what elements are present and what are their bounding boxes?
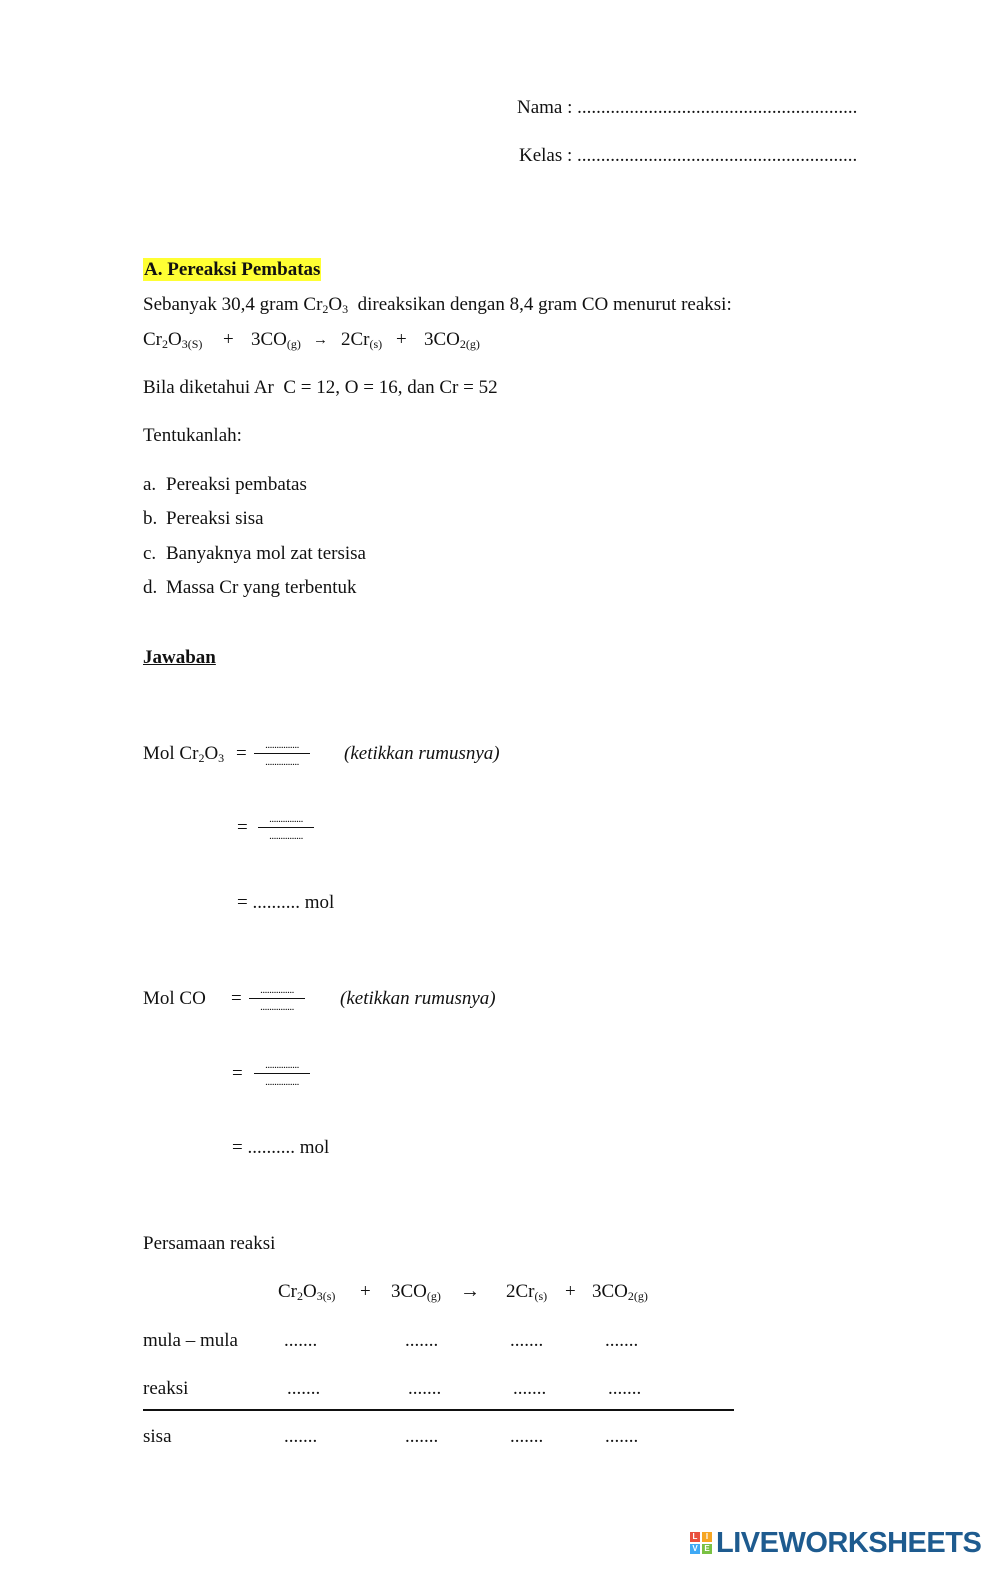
table-reactant-1 <box>278 1282 335 1301</box>
product-1 <box>341 330 382 349</box>
list-text: Pereaksi pembatas <box>166 474 307 495</box>
product-1-state: (s) <box>369 337 383 351</box>
problem-intro <box>143 295 732 314</box>
mol-cr2o3-label <box>143 744 224 763</box>
tentukan-label: Tentukanlah: <box>143 425 242 446</box>
reactant-1: Cr <box>143 329 162 350</box>
kelas-field[interactable]: Kelas : ........................................................... <box>519 145 858 166</box>
mol-cr-sub2: 3 <box>218 751 225 765</box>
product-1-text: 2Cr <box>341 329 370 350</box>
fraction-input[interactable] <box>254 740 310 768</box>
fraction-bar <box>249 998 305 999</box>
equals-sign: = <box>232 1063 243 1084</box>
reaction-arrow: → <box>313 332 328 348</box>
table-p2-text: 3CO <box>592 1281 628 1302</box>
plus-sign: + <box>565 1281 576 1302</box>
logo-mark-icon <box>690 1532 712 1554</box>
reaction-equation <box>143 330 202 349</box>
table-r1-sub: 2 <box>297 1289 303 1303</box>
persamaan-heading: Persamaan reaksi <box>143 1233 276 1254</box>
logo-text: LIVEWORKSHEETS <box>716 1526 982 1559</box>
reactant-1-o: O <box>168 329 182 350</box>
mol-co-result[interactable]: = .......... mol <box>232 1137 330 1158</box>
jawaban-heading: Jawaban <box>143 647 216 668</box>
intro-text-2: O <box>328 294 343 315</box>
table-reactant-2 <box>391 1282 441 1301</box>
table-cell-blank[interactable]: ....... <box>405 1330 439 1351</box>
section-title <box>143 260 321 279</box>
logo-letter: E <box>702 1544 712 1554</box>
table-cell-blank[interactable]: ....... <box>408 1378 442 1399</box>
list-letter: b. <box>143 508 158 529</box>
reactant-2-text: 3CO <box>251 329 287 350</box>
list-item <box>143 508 264 529</box>
numerator-blank[interactable]: ............... <box>269 813 303 825</box>
table-p1-text: 2Cr <box>506 1281 535 1302</box>
table-cell-blank[interactable]: ....... <box>405 1426 439 1447</box>
row-label-reaksi: reaksi <box>143 1378 189 1399</box>
mol-co-label: Mol CO <box>143 988 206 1009</box>
intro-sub-1: 2 <box>322 302 329 316</box>
denominator-blank[interactable]: ............... <box>269 830 303 842</box>
row-label-sisa: sisa <box>143 1426 172 1447</box>
table-p1-state: (s) <box>534 1289 548 1303</box>
table-cell-blank[interactable]: ....... <box>605 1330 639 1351</box>
row-label-mula: mula – mula <box>143 1330 238 1351</box>
table-divider <box>143 1409 734 1411</box>
mol-cr-text: Mol Cr <box>143 743 199 764</box>
product-2-state: 2(g) <box>459 337 480 351</box>
list-item <box>143 543 366 564</box>
mol-cr2o3-result[interactable]: = .......... mol <box>237 892 335 913</box>
numerator-blank[interactable]: ............... <box>260 984 294 996</box>
equals-sign: = <box>231 988 242 1009</box>
table-r1-text: Cr <box>278 1281 297 1302</box>
list-letter: c. <box>143 543 157 564</box>
reactant-1-sub: 2 <box>162 337 168 351</box>
table-cell-blank[interactable]: ....... <box>510 1330 544 1351</box>
table-cell-blank[interactable]: ....... <box>284 1426 318 1447</box>
reactant-1-state: 3(S) <box>181 337 203 351</box>
fraction-bar <box>254 753 310 754</box>
table-cell-blank[interactable]: ....... <box>513 1378 547 1399</box>
intro-sub-2: 3 <box>342 302 349 316</box>
list-text: Banyaknya mol zat tersisa <box>166 543 366 564</box>
plus-sign: + <box>396 329 407 350</box>
table-r2-text: 3CO <box>391 1281 427 1302</box>
liveworksheets-logo <box>690 1528 981 1558</box>
product-2-text: 3CO <box>424 329 460 350</box>
list-text: Pereaksi sisa <box>166 508 264 529</box>
section-title-text: A. Pereaksi Pembatas <box>144 259 321 280</box>
reactant-2-state: (g) <box>286 337 301 351</box>
mol-cr-o: O <box>204 743 219 764</box>
list-item <box>143 577 357 598</box>
table-p2-state: 2(g) <box>627 1289 648 1303</box>
table-product-1 <box>506 1282 547 1301</box>
table-cell-blank[interactable]: ....... <box>608 1378 642 1399</box>
fraction-bar <box>254 1073 310 1074</box>
ar-values: Bila diketahui Ar C = 12, O = 16, dan Cr = 52 <box>143 377 498 398</box>
table-r1-o: O <box>303 1281 317 1302</box>
denominator-blank[interactable]: ............... <box>265 1076 299 1088</box>
logo-letter: V <box>690 1544 700 1554</box>
product-2 <box>424 330 480 349</box>
table-cell-blank[interactable]: ....... <box>287 1378 321 1399</box>
reaction-arrow: → <box>460 1280 480 1302</box>
table-r1-state: 3(s) <box>316 1289 336 1303</box>
numerator-blank[interactable]: ............... <box>265 739 299 751</box>
list-letter: a. <box>143 474 157 495</box>
fraction-input[interactable] <box>258 814 314 842</box>
plus-sign: + <box>360 1281 371 1302</box>
logo-letter: I <box>702 1532 712 1542</box>
equals-sign: = <box>236 743 247 764</box>
logo-letter: L <box>690 1532 700 1542</box>
denominator-blank[interactable]: ............... <box>265 756 299 768</box>
reactant-2 <box>251 330 301 349</box>
list-letter: d. <box>143 577 158 598</box>
plus-sign: + <box>223 329 234 350</box>
list-text: Massa Cr yang terbentuk <box>166 577 357 598</box>
denominator-blank[interactable]: ............... <box>260 1001 294 1013</box>
intro-text-1: Sebanyak 30,4 gram Cr <box>143 294 323 315</box>
mol-cr-sub1: 2 <box>198 751 205 765</box>
list-item <box>143 474 307 495</box>
table-cell-blank[interactable]: ....... <box>510 1426 544 1447</box>
fraction-input[interactable] <box>254 1060 310 1088</box>
table-r2-state: (g) <box>426 1289 441 1303</box>
table-cell-blank[interactable]: ....... <box>605 1426 639 1447</box>
nama-field[interactable]: Nama : ........................................................... <box>517 97 858 118</box>
table-product-2 <box>592 1282 648 1301</box>
formula-hint: (ketikkan rumusnya) <box>344 743 500 764</box>
table-cell-blank[interactable]: ....... <box>284 1330 318 1351</box>
fraction-input[interactable] <box>249 985 305 1013</box>
intro-text-3: direaksikan dengan 8,4 gram CO menurut reaksi: <box>348 294 732 315</box>
numerator-blank[interactable]: ............... <box>265 1059 299 1071</box>
formula-hint: (ketikkan rumusnya) <box>340 988 496 1009</box>
fraction-bar <box>258 827 314 828</box>
equals-sign: = <box>237 817 248 838</box>
